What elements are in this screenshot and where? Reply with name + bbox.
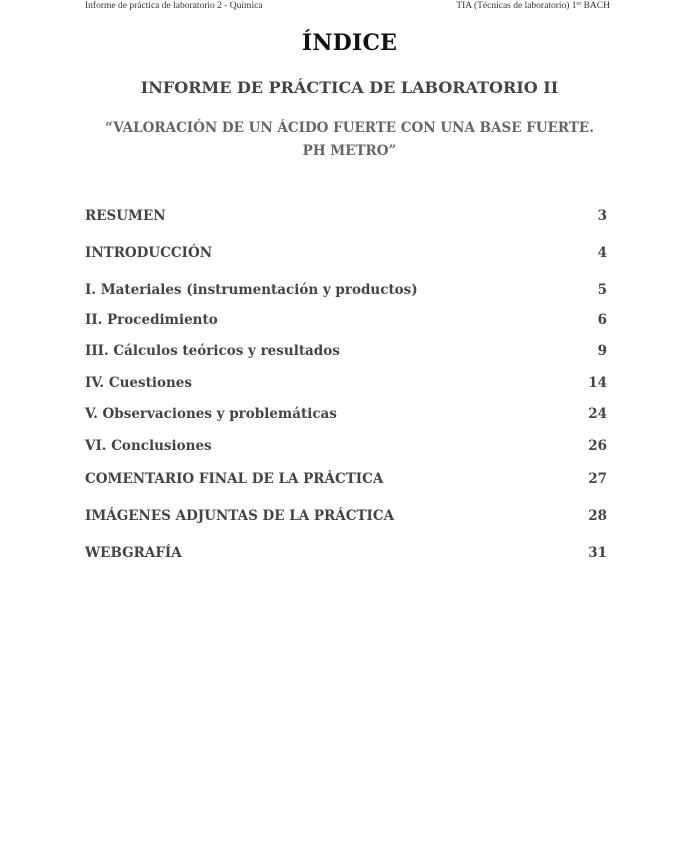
toc-entry-page: 4 <box>597 245 607 261</box>
toc-entry-label: WEBGRAFÍA <box>85 545 182 561</box>
toc-entry-page: 5 <box>597 282 607 298</box>
header-left-text: Informe de práctica de laboratorio 2 - Química <box>85 1 263 11</box>
report-subtitle-line-2: PH METRO” <box>302 143 397 159</box>
toc-entry-label: I. Materiales (instrumentación y productos) <box>85 282 418 298</box>
toc-entry-comentario-final[interactable] <box>85 471 607 491</box>
toc-entry-page: 24 <box>588 406 607 422</box>
toc-entry-label: INTRODUCCIÓN <box>85 245 213 261</box>
toc-entry-page: 26 <box>588 438 607 454</box>
report-subtitle-line-1: “VALORACIÓN DE UN ÁCIDO FUERTE CON UNA BASE FUERTE. <box>105 120 594 136</box>
toc-entry-page: 3 <box>597 208 607 224</box>
toc-entry-conclusiones[interactable] <box>85 438 607 458</box>
page-title: ÍNDICE <box>301 30 398 56</box>
toc-entry-webgrafia[interactable] <box>85 545 607 565</box>
toc-entry-materiales[interactable] <box>85 282 607 302</box>
toc-entry-page: 6 <box>597 312 607 328</box>
toc-entry-resumen[interactable] <box>85 208 607 228</box>
toc-entry-label: COMENTARIO FINAL DE LA PRÁCTICA <box>85 471 384 487</box>
report-title: INFORME DE PRÁCTICA DE LABORATORIO II <box>140 78 559 97</box>
toc-entry-label: IMÁGENES ADJUNTAS DE LA PRÁCTICA <box>85 508 395 524</box>
toc-entry-label: II. Procedimiento <box>85 312 218 328</box>
toc-entry-observaciones[interactable] <box>85 406 607 426</box>
table-of-contents <box>85 0 612 848</box>
header-right-main: TIA (Técnicas de laboratorio) 1 <box>456 1 577 11</box>
header-right-superscript: er <box>576 1 582 7</box>
toc-entry-cuestiones[interactable] <box>85 375 607 395</box>
toc-entry-label: RESUMEN <box>85 208 166 224</box>
toc-entry-label: IV. Cuestiones <box>85 375 192 391</box>
toc-entry-label: III. Cálculos teóricos y resultados <box>85 343 340 359</box>
toc-entry-introduccion[interactable] <box>85 245 607 265</box>
toc-entry-label: V. Observaciones y problemáticas <box>85 406 337 422</box>
toc-entry-label: VI. Conclusiones <box>85 438 212 454</box>
toc-entry-page: 27 <box>588 471 607 487</box>
toc-entry-page: 14 <box>588 375 607 391</box>
toc-entry-imagenes-adjuntas[interactable] <box>85 508 607 528</box>
toc-entry-page: 28 <box>588 508 607 524</box>
toc-entry-page: 31 <box>588 545 607 561</box>
toc-entry-page: 9 <box>597 343 607 359</box>
toc-entry-calculos[interactable] <box>85 343 607 363</box>
header-right-suffix: BACH <box>581 1 610 11</box>
toc-entry-procedimiento[interactable] <box>85 312 607 332</box>
